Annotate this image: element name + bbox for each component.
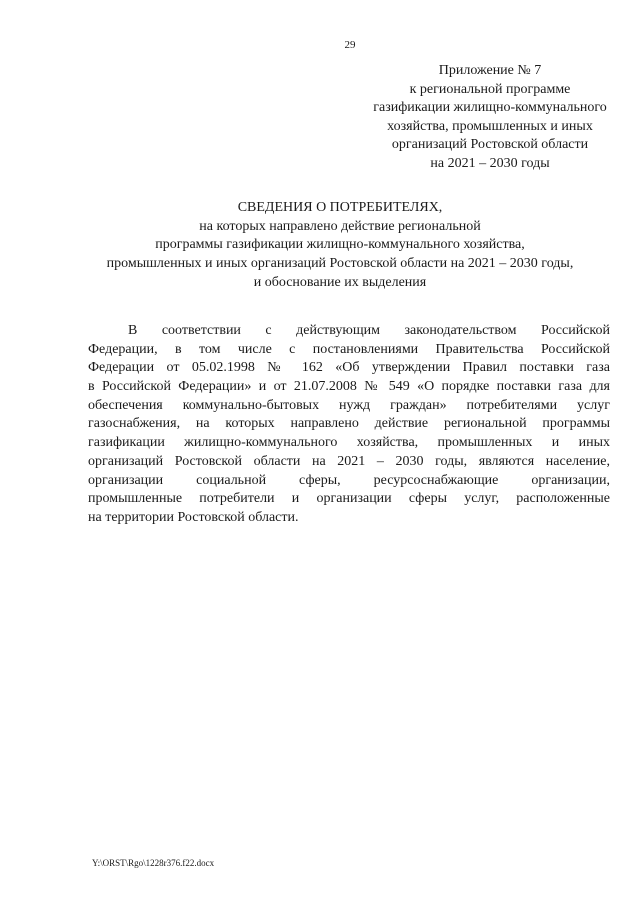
title-line: промышленных и иных организаций Ростовской области на 2021 – 2030 годы, — [106, 256, 574, 272]
paragraph-line: на территории Ростовской области. — [88, 509, 299, 525]
paragraph-line: Федерации от 05.02.1998 № 162 «Об утверждении Правил поставки газа — [88, 360, 610, 376]
appendix-line: организаций Ростовской области — [391, 137, 589, 152]
paragraph-line: газификации жилищно-коммунального хозяйства, промышленных и иных — [88, 435, 610, 451]
paragraph-line: промышленные потребители и организации сферы услуг, расположенные — [88, 491, 610, 507]
title-line: программы газификации жилищно-коммунального хозяйства, — [155, 237, 525, 253]
body-paragraph — [88, 322, 610, 528]
title-line: на которых направлено действие региональной — [199, 218, 481, 234]
paragraph-line: Федерации, в том числе с постановлениями Правительства Российской — [88, 341, 610, 357]
paragraph-line: обеспечения коммунально-бытовых нужд граждан» потребителями услуг — [88, 397, 610, 413]
document-title — [60, 199, 620, 293]
paragraph-line: организаций Ростовской области на 2021 – 2030 годы, являются население, — [88, 453, 610, 469]
appendix-line: Приложение № 7 — [438, 63, 542, 78]
appendix-header — [340, 62, 640, 173]
title-line: и обоснование их выделения — [253, 274, 427, 290]
appendix-line: к региональной программе — [409, 81, 571, 97]
appendix-line: на 2021 – 2030 годы — [430, 155, 550, 171]
paragraph-line: В соответствии с действующим законодательством Российской — [128, 323, 610, 338]
title-line: СВЕДЕНИЯ О ПОТРЕБИТЕЛЯХ, — [237, 200, 443, 215]
paragraph-line: организации социальной сферы, ресурсоснабжающие организации, — [88, 472, 610, 488]
appendix-line: хозяйства, промышленных и иных — [387, 118, 593, 134]
paragraph-line: газоснабжения, на которых направлено действие региональной программы — [88, 416, 610, 432]
footer-file-path: Y:\ORST\Rgo\1228r376.f22.docx — [92, 858, 215, 868]
appendix-line: газификации жилищно-коммунального — [373, 100, 607, 115]
paragraph-line: в Российской Федерации» и от 21.07.2008 № 549 «О порядке поставки газа для — [88, 379, 610, 395]
page-number: 29 — [344, 39, 356, 51]
